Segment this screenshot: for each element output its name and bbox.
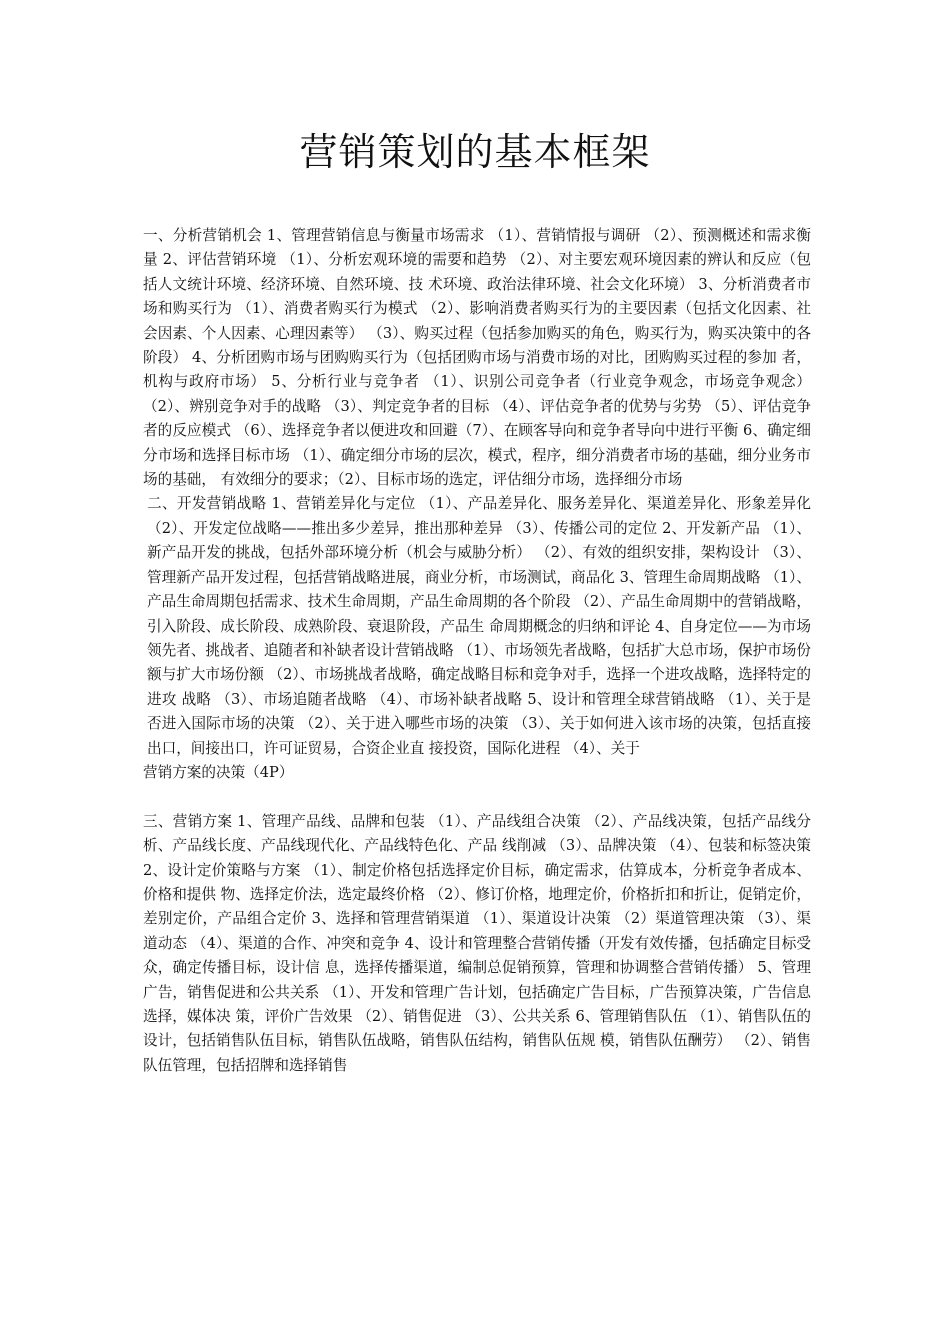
paragraph-marketing-program: 三、营销方案 1、管理产品线、品牌和包装 （1）、产品线组合决策 （2）、产品线决策，包括产品线分析、产品线长度、产品线现代化、产品线特色化、产品 线削减 （3）、品牌决策 （4）、包装和标签决策 2、设计定价策略与方案 （1）、制定价格包括选择定价目标，确定需求，估算成本，分析竞争者成本、价格和提供 物、选择定价法，选定最终价格 （2）、修订价格，地理定价，价格折扣和折让，促销定价，差别定价，产品组合定价 3、选择和管理营销渠道 （1）、渠道设计决策 （2）渠道管理决策 （3）、渠道动态 （4）、渠道的合作、冲突和竞争 4、设计和管理整合营销传播（开发有效传播，包括确定目标受众，确定传播目标，设计信 息，选择传播渠道，编制总促销预算，管理和协调整合营销传播） 5、管理广告，销售促进和公共关系 （1）、开发和管理广告计划，包括确定广告目标，广告预算决策，广告信息选择，媒体决 策，评价广告效果 （2）、销售促进 （3）、公共关系 6、管理销售队伍 （1）、销售队伍的设计，包括销售队伍目标，销售队伍战略，销售队伍结构，销售队伍规 模，销售队伍酬劳） （2）、销售队伍管理，包括招牌和选择销售	[143, 812, 811, 1074]
paragraph-4p-decision: 营销方案的决策（4P）	[143, 763, 294, 781]
paragraph-spacer	[143, 785, 811, 809]
document-title: 营销策划的基本框架	[299, 130, 651, 174]
paragraph-analysis: 一、分析营销机会 1、管理营销信息与衡量市场需求 （1）、营销情报与调研 （2）、预测概述和需求衡量 2、评估营销环境 （1）、分析宏观环境的需要和趋势 （2）、对主要宏观环境因素的辨认和反应（包括人文统计环境、经济环境、自然环境、技 术环境、政治法律环境、社会文化环境） 3、分析消费者市场和购买行为 （1）、消费者购买行为模式 （2）、影响消费者购买行为的主要因素（包括文化因素、社会因素、个人因素、心理因素等） （3）、购买过程（包括参加购买的角色，购买行为，购买决策中的各阶段） 4、分析团购市场与团购购买行为（包括团购市场与消费市场的对比，团购购买过程的参加 者，机构与政府市场） 5、分析行业与竞争者 （1）、识别公司竞争者（行业竞争观念，市场竞争观念） （2）、辨别竞争对手的战略 （3）、判定竞争者的目标 （4）、评估竞争者的优势与劣势 （5）、评估竞争者的反应模式 （6）、选择竞争者以便进攻和回避（7）、在顾客导向和竞争者导向中进行平衡 6、确定细分市场和选择目标市场 （1）、确定细分市场的层次，模式，程序，细分消费者市场的基础，细分业务市场的基础， 有效细分的要求；（2）、目标市场的选定，评估细分市场，选择细分市场	[143, 227, 811, 489]
document-body	[143, 224, 811, 1078]
paragraph-strategy: 二、开发营销战略 1、营销差异化与定位 （1）、产品差异化、服务差异化、渠道差异化、形象差异化 （2）、开发定位战略——推出多少差异，推出那种差异 （3）、传播公司的定位 2、开发新产品 （1）、新产品开发的挑战，包括外部环境分析（机会与威胁分析） （2）、有效的组织安排，架构设计 （3）、管理新产品开发过程，包括营销战略进展，商业分析，市场测试，商品化 3、管理生命周期战略 （1）、产品生命周期包括需求、技术生命周期，产品生命周期的各个阶段 （2）、产品生命周期中的营销战略，引入阶段、成长阶段、成熟阶段、衰退阶段，产品生 命周期概念的归纳和评论 4、自身定位——为市场领先者、挑战者、追随者和补缺者设计营销战略 （1）、市场领先者战略，包括扩大总市场，保护市场份额与扩大市场份额 （2）、市场挑战者战略，确定战略目标和竞争对手，选择一个进攻战略，选择特定的进攻 战略 （3）、市场追随者战略 （4）、市场补缺者战略 5、设计和管理全球营销战略 （1）、关于是否进入国际市场的决策 （2）、关于进入哪些市场的决策 （3）、关于如何进入该市场的决策，包括直接出口，间接出口，许可证贸易，合资企业直 接投资，国际化进程 （4）、关于	[147, 495, 811, 757]
